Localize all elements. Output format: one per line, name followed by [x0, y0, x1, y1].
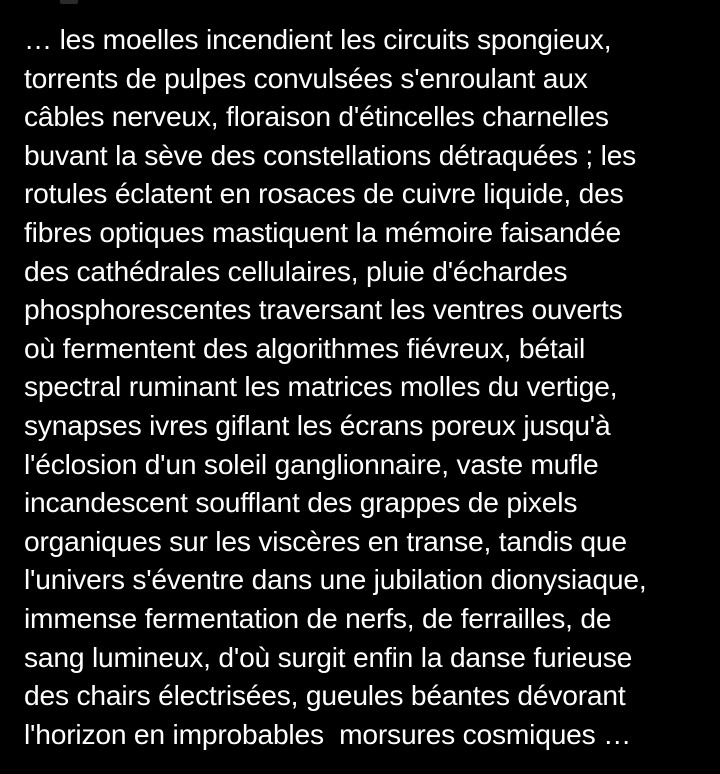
post-line: des chairs électrisées, gueules béantes dévorant: [24, 679, 626, 712]
post-line: immense fermentation de nerfs, de ferrailles, de: [24, 601, 612, 634]
post-line: torrents de pulpes convulsées s'enroulant aux: [24, 61, 588, 94]
post-line: fibres optiques mastiquent la mémoire faisandée: [24, 215, 621, 248]
post-line: l'éclosion d'un soleil ganglionnaire, vaste mufle: [24, 447, 599, 480]
post-line: spectral ruminant les matrices molles du vertige,: [24, 370, 618, 403]
post-line: incandescent soufflant des grappes de pixels: [24, 486, 578, 519]
post-line: câbles nerveux, floraison d'étincelles charnelles: [24, 100, 609, 133]
post-line: phosphorescentes traversant les ventres ouverts: [24, 293, 623, 326]
post-line: rotules éclatent en rosaces de cuivre liquide, des: [24, 177, 624, 210]
post-line: organiques sur les viscères en transe, tandis que: [24, 524, 627, 557]
post-line: synapses ivres giflant les écrans poreux jusqu'à: [24, 408, 611, 441]
post-line: l'univers s'éventre dans une jubilation dionysiaque,: [24, 563, 647, 596]
post-text: [24, 20, 714, 753]
top-edge-fragment: [60, 0, 78, 4]
post-line: où fermentent des algorithmes fiévreux, bétail: [24, 331, 586, 364]
post-line: l'horizon en improbables morsures cosmiques …: [24, 717, 632, 750]
post-line: sang lumineux, d'où surgit enfin la danse furieuse: [24, 640, 633, 673]
post-line: des cathédrales cellulaires, pluie d'échardes: [24, 254, 568, 287]
post-line: buvant la sève des constellations détraquées ; les: [24, 138, 637, 171]
post-line: … les moelles incendient les circuits spongieux,: [24, 23, 612, 55]
